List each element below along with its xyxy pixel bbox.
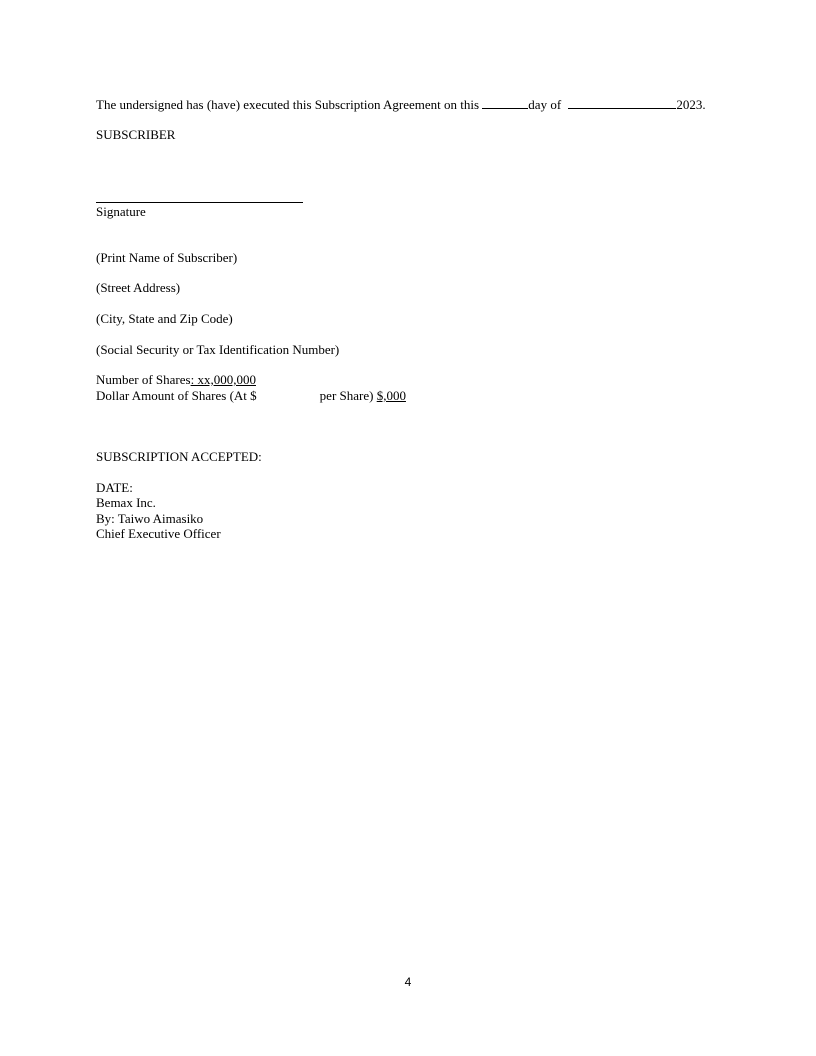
dollar-amount-label-end: per Share) [319, 388, 377, 403]
date-label: DATE: [96, 480, 133, 495]
tax-id-label: (Social Security or Tax Identification Number) [96, 342, 340, 357]
execution-statement [96, 96, 706, 113]
subscriber-heading: SUBSCRIBER [96, 127, 176, 142]
signature-line [96, 202, 303, 203]
execution-text-day-of: day of [528, 97, 565, 112]
number-of-shares-value: : xx,000,000 [190, 372, 256, 387]
execution-text-start: The undersigned has (have) executed this Subscription Agreement on this [96, 97, 483, 112]
subscription-accepted-heading: SUBSCRIPTION ACCEPTED: [96, 449, 262, 464]
day-blank [482, 96, 528, 109]
signatory-name: By: Taiwo Aimasiko [96, 511, 204, 526]
number-of-shares [96, 372, 256, 388]
print-name-label: (Print Name of Subscriber) [96, 250, 238, 265]
signature-label: Signature [96, 204, 146, 219]
signatory-title: Chief Executive Officer [96, 526, 221, 541]
dollar-amount-value: $,000 [376, 388, 406, 403]
dollar-amount [96, 388, 406, 404]
execution-text-year: 2023. [676, 97, 706, 112]
dollar-amount-label-start: Dollar Amount of Shares (At $ [96, 388, 257, 403]
number-of-shares-label: Number of Shares [96, 372, 191, 387]
city-state-zip-label: (City, State and Zip Code) [96, 311, 233, 326]
page-number: 4 [404, 975, 412, 989]
month-blank [568, 96, 676, 109]
company-name: Bemax Inc. [96, 495, 156, 510]
street-address-label: (Street Address) [96, 280, 181, 295]
